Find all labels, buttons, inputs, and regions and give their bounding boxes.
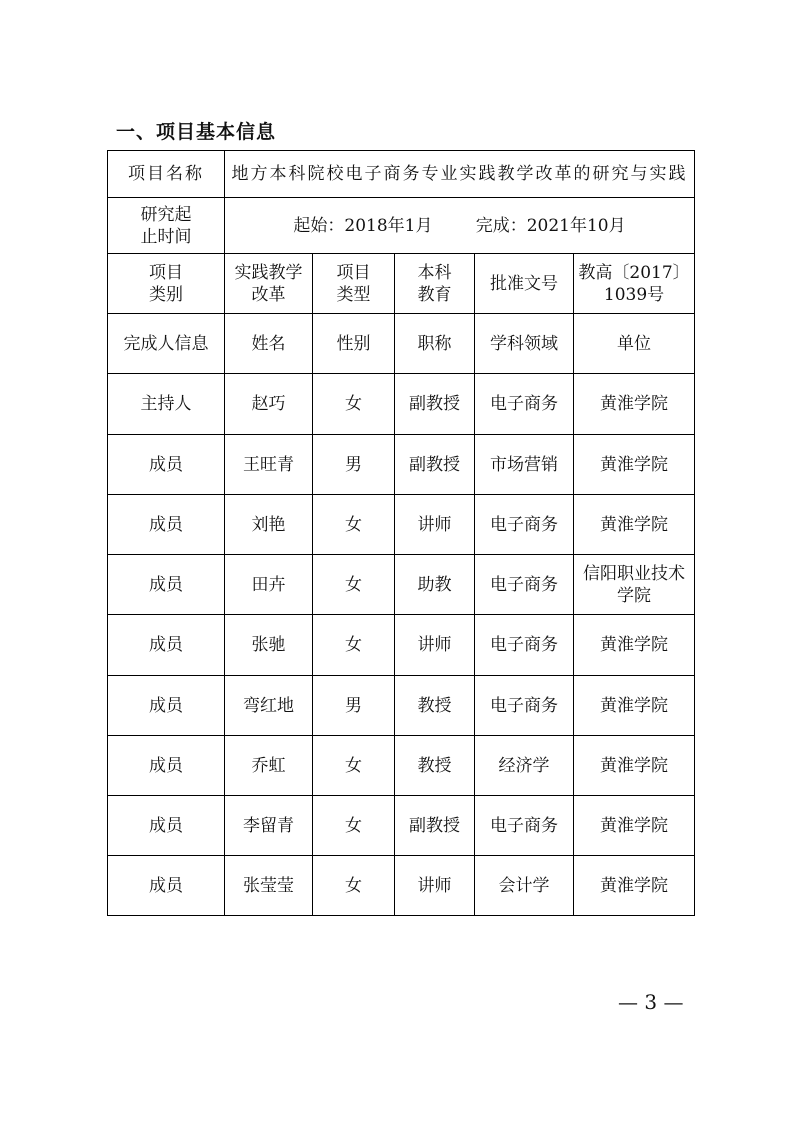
type-label [313,254,395,314]
header-unit: 单位 [574,314,695,374]
header-role: 完成人信息 [108,314,225,374]
member-role: 成员 [108,676,225,736]
category-value [225,254,313,314]
member-field: 市场营销 [475,435,574,495]
project-info-table [107,150,695,916]
member-unit: 黄淮学院 [574,374,695,435]
member-role: 成员 [108,796,225,856]
member-title: 讲师 [395,615,475,676]
header-title: 职称 [395,314,475,374]
member-role: 成员 [108,615,225,676]
section-title: 一、项目基本信息 [116,121,277,143]
member-role: 成员 [108,856,225,916]
type-label-line-2: 类型 [336,284,371,305]
project-name-row [108,151,695,198]
header-name: 姓名 [225,314,313,374]
category-value-line-1: 实践教学 [234,262,303,283]
member-unit: 黄淮学院 [574,495,695,555]
member-name: 刘艳 [225,495,313,555]
member-name: 赵巧 [225,374,313,435]
category-label [108,254,225,314]
member-name: 张莹莹 [225,856,313,916]
member-field: 会计学 [475,856,574,916]
member-title: 副教授 [395,374,475,435]
category-row [108,254,695,314]
header-field: 学科领域 [475,314,574,374]
member-name: 乔虹 [225,736,313,796]
member-title: 副教授 [395,796,475,856]
member-row [108,435,695,495]
page-number: — 3 — [618,990,684,1014]
member-field: 电子商务 [475,676,574,736]
approval-value-line-1: 教高〔2017〕 [578,262,690,283]
member-name: 王旺青 [225,435,313,495]
member-title: 助教 [395,555,475,615]
member-gender: 女 [313,736,395,796]
category-label-line-2: 类别 [149,284,183,305]
member-role: 成员 [108,736,225,796]
period-row [108,198,695,254]
category-value-line-2: 改革 [251,284,286,305]
member-gender: 女 [313,796,395,856]
member-field: 电子商务 [475,796,574,856]
member-unit: 黄淮学院 [574,435,695,495]
member-title: 教授 [395,736,475,796]
member-field: 电子商务 [475,374,574,435]
period-label [108,198,225,254]
member-field: 经济学 [475,736,574,796]
period-label-line-1: 研究起 [140,204,192,225]
member-field: 电子商务 [475,555,574,615]
members-header-row [108,314,695,374]
member-gender: 女 [313,374,395,435]
approval-value [574,254,695,314]
type-value-line-1: 本科 [417,262,452,283]
header-gender: 性别 [313,314,395,374]
member-row [108,374,695,435]
project-name-label: 项目名称 [108,151,225,198]
member-field: 电子商务 [475,495,574,555]
member-role: 主持人 [108,374,225,435]
member-row [108,495,695,555]
member-unit: 黄淮学院 [574,615,695,676]
member-gender: 女 [313,856,395,916]
member-role: 成员 [108,435,225,495]
member-role: 成员 [108,495,225,555]
period-label-line-2: 止时间 [140,226,192,247]
member-title: 讲师 [395,856,475,916]
member-gender: 男 [313,676,395,736]
member-title: 教授 [395,676,475,736]
member-unit: 黄淮学院 [574,736,695,796]
project-name-value: 地方本科院校电子商务专业实践教学改革的研究与实践 [225,151,695,198]
member-unit: 黄淮学院 [574,796,695,856]
member-field: 电子商务 [475,615,574,676]
member-name: 张驰 [225,615,313,676]
member-row [108,796,695,856]
member-row [108,555,695,615]
type-label-line-1: 项目 [336,262,371,283]
member-row [108,736,695,796]
member-unit: 黄淮学院 [574,856,695,916]
period-value: 起始：2018年1月 完成：2021年10月 [225,198,695,254]
approval-label: 批准文号 [475,254,574,314]
member-name: 田卉 [225,555,313,615]
member-unit: 黄淮学院 [574,676,695,736]
member-gender: 女 [313,555,395,615]
member-row [108,615,695,676]
type-value-line-2: 教育 [417,284,452,305]
member-row [108,856,695,916]
member-role: 成员 [108,555,225,615]
member-gender: 女 [313,615,395,676]
member-name: 弯红地 [225,676,313,736]
approval-value-line-2: 1039号 [603,284,665,305]
member-title: 讲师 [395,495,475,555]
member-gender: 男 [313,435,395,495]
member-unit: 信阳职业技术学院 [574,555,695,615]
member-title: 副教授 [395,435,475,495]
member-name: 李留青 [225,796,313,856]
type-value [395,254,475,314]
category-label-line-1: 项目 [149,262,183,283]
member-gender: 女 [313,495,395,555]
member-row [108,676,695,736]
